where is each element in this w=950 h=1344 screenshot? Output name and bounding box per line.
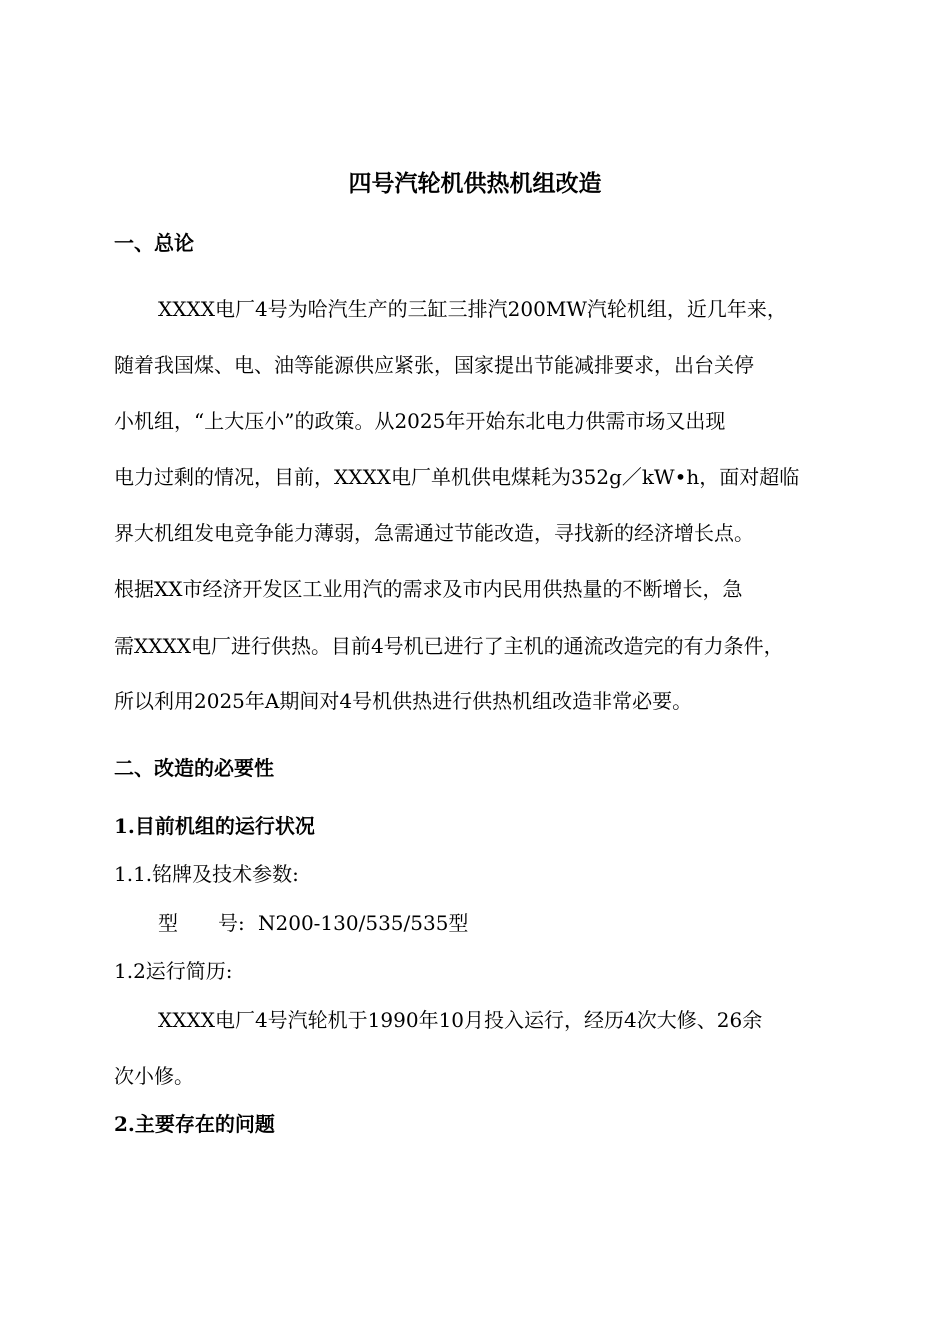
- subsection-heading-problems: 2.主要存在的问题: [114, 1112, 275, 1136]
- paragraph-line: 随着我国煤、电、油等能源供应紧张，国家提出节能减排要求，出台关停: [114, 353, 754, 377]
- spec-value: N200-130/535/535型: [258, 911, 469, 935]
- paragraph-line: XXXX电厂4号为哈汽生产的三缸三排汽200MW汽轮机组，近几年来，: [158, 297, 787, 321]
- item-heading-nameplate: 1.1.铭牌及技术参数:: [114, 862, 299, 886]
- page-title: 四号汽轮机供热机组改造: [348, 170, 602, 197]
- paragraph-line: 界大机组发电竞争能力薄弱，急需通过节能改造，寻找新的经济增长点。: [114, 521, 754, 545]
- spec-row-model: [158, 909, 468, 937]
- section-heading-necessity: 二、改造的必要性: [114, 756, 274, 780]
- paragraph-line: XXXX电厂4号汽轮机于1990年10月投入运行，经历4次大修、26余: [158, 1008, 763, 1032]
- spec-label: 型 号:: [158, 911, 245, 935]
- paragraph-line: 次小修。: [114, 1064, 194, 1088]
- section-heading-general: 一、总论: [114, 231, 194, 255]
- paragraph-line: 根据XX市经济开发区工业用汽的需求及市内民用供热量的不断增长，急: [114, 577, 743, 601]
- paragraph-line: 需XXXX电厂进行供热。目前4号机已进行了主机的通流改造完的有力条件，: [114, 634, 784, 658]
- paragraph-line: 所以利用2025年A期间对4号机供热进行供热机组改造非常必要。: [114, 689, 693, 713]
- item-heading-history: 1.2运行简历:: [114, 959, 233, 983]
- paragraph-line: 小机组，“上大压小”的政策。从2025年开始东北电力供需市场又出现: [114, 409, 726, 433]
- subsection-heading-status: 1.目前机组的运行状况: [114, 814, 315, 838]
- paragraph-line: 电力过剩的情况，目前，XXXX电厂单机供电煤耗为352g／kW•h，面对超临: [114, 465, 800, 489]
